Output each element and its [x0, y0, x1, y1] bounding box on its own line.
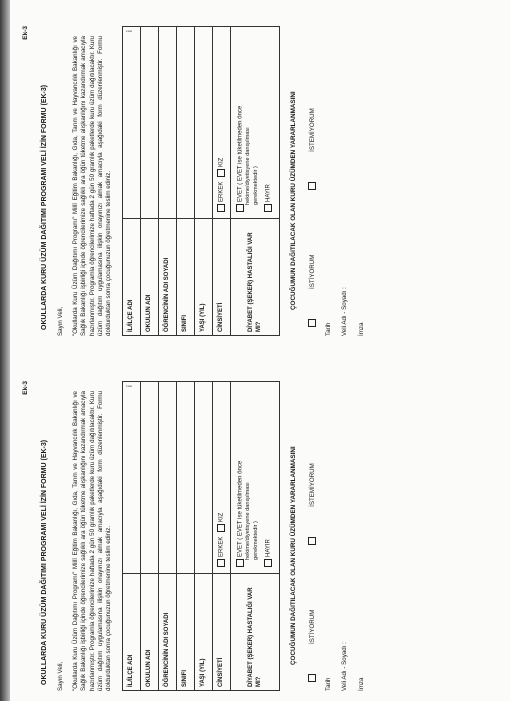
ek-label: Ek-3 — [22, 26, 29, 40]
greeting: Sayın Veli, — [57, 661, 65, 691]
veli-label: Veli Adı - Soyadı : — [341, 642, 349, 691]
istiyorum-label: İSTİYORUM — [308, 609, 316, 644]
ogrenci-label: ÖĞRENCİNİN ADI SOYADI — [158, 219, 176, 336]
table-row — [212, 382, 230, 691]
sinif-field[interactable] — [176, 382, 194, 574]
il-ilce-field[interactable] — [122, 382, 140, 574]
evet-sub-1: hekime/diyetisyene danışılması — [245, 482, 252, 560]
evet-sub-2: gerekmektedir ) — [252, 166, 259, 205]
ogrenci-field[interactable] — [158, 27, 176, 219]
evet-label: EVET ( EVET ise tüketilmeden önce — [237, 105, 244, 202]
il-ilce-label: İL/İLÇE ADI — [122, 219, 140, 336]
okul-field[interactable] — [140, 382, 158, 574]
consent-choices — [308, 375, 317, 685]
scan-edge — [0, 0, 10, 701]
ogrenci-field[interactable] — [158, 382, 176, 574]
ogrenci-label: ÖĞRENCİNİN ADI SOYADI — [158, 574, 176, 691]
okul-label: OKULUN ADI — [140, 574, 158, 691]
table-row — [176, 27, 194, 336]
il-ilce-field[interactable] — [122, 27, 140, 219]
erkek-label: ERKEK — [218, 536, 225, 557]
erkek-checkbox[interactable] — [217, 559, 225, 567]
diyabet-field — [230, 382, 279, 574]
pen-mark: ⅰ — [124, 385, 134, 388]
evet-sub-1: hekime/diyetisyene danışılması — [245, 127, 252, 205]
evet-sub-2: gerekmektedir ) — [252, 521, 259, 560]
table-row — [176, 382, 194, 691]
yas-field[interactable] — [194, 27, 212, 219]
form-title: OKULLARDA KURU ÜZÜM DAĞITIMI PROGRAMI VELİ İZİN FORMU (EK-3) — [41, 84, 48, 330]
kiz-checkbox[interactable] — [217, 169, 225, 177]
imza-label: İmza — [357, 322, 365, 336]
yas-field[interactable] — [194, 382, 212, 574]
istiyorum-checkbox[interactable] — [308, 674, 316, 682]
hayir-label: HAYIR — [265, 539, 272, 557]
table-row — [122, 382, 140, 691]
istemiyorum-checkbox[interactable] — [308, 182, 316, 190]
hayir-checkbox[interactable] — [264, 559, 272, 567]
ek-label: Ek-3 — [22, 381, 29, 395]
veli-label: Veli Adı - Soyadı : — [341, 287, 349, 336]
istiyorum-checkbox[interactable] — [308, 319, 316, 327]
table-row — [122, 27, 140, 336]
table-row — [194, 382, 212, 691]
okul-label: OKULUN ADI — [140, 219, 158, 336]
table-row — [140, 382, 158, 691]
cinsiyet-label: CİNSİYETİ — [212, 219, 230, 336]
sinif-field[interactable] — [176, 27, 194, 219]
istemiyorum-checkbox[interactable] — [308, 537, 316, 545]
section-title: ÇOCUĞUMUN DAĞITILACAK OLAN KURU ÜZÜMDEN YARARLANMASINI — [289, 446, 297, 665]
table-row — [230, 382, 279, 691]
istemiyorum-label: İSTEMİYORUM — [308, 108, 316, 152]
kiz-label: KIZ — [218, 512, 225, 522]
tarih-label: Tarih — [325, 677, 333, 691]
diyabet-label: DİYABET (ŞEKER) HASTALIĞI VAR MI? — [230, 574, 279, 691]
form-title: OKULLARDA KURU ÜZÜM DAĞITIMI PROGRAMI VELİ İZİN FORMU (EK-3) — [41, 439, 48, 685]
table-row — [158, 27, 176, 336]
info-table — [122, 26, 280, 336]
intro-paragraph: "Okullarda Kuru Üzüm Dağıtımı Programı" Millî Eğitim Bakanlığı, Gıda, Tarım ve Hayvancılık Bakanlığı ve Sağlık Bakanlığı işbirliği içinde öğrencilerimize sağlıklı ara öğün tüketme alışkanlığını kazandırmak amacıyla hazırlanmıştır. Programla öğrencilerimize haftada 2 gün 50 gramlık paketlerde kuru üzüm dağıtılacaktır. Kuru üzüm dağıtım uygulamasına ilişkin onayınızı almak amacıyla aşağıdaki form düzenlenmiştir. Formu doldurduktan sonra çocuğunuzun öğretmenine teslim ediniz. — [71, 36, 113, 336]
consent-choices — [308, 20, 317, 330]
permission-form-copy-1 — [22, 375, 470, 695]
greeting: Sayın Veli, — [57, 306, 65, 336]
table-row — [230, 27, 279, 336]
pen-mark: ⅰ — [124, 30, 134, 33]
evet-checkbox[interactable] — [236, 204, 244, 212]
hayir-checkbox[interactable] — [264, 204, 272, 212]
intro-paragraph: "Okullarda Kuru Üzüm Dağıtımı Programı" Millî Eğitim Bakanlığı, Gıda, Tarım ve Hayvancılık Bakanlığı ve Sağlık Bakanlığı işbirliği içinde öğrencilerimize sağlıklı ara öğün tüketme alışkanlığını kazandırmak amacıyla hazırlanmıştır. Programla öğrencilerimize haftada 2 gün 50 gramlık paketlerde kuru üzüm dağıtılacaktır. Kuru üzüm dağıtım uygulamasına ilişkin onayınızı almak amacıyla aşağıdaki form düzenlenmiştir. Formu doldurduktan sonra çocuğunuzun öğretmenine teslim ediniz. — [71, 391, 113, 691]
imza-label: İmza — [357, 677, 365, 691]
permission-form-copy-2 — [22, 20, 470, 340]
table-row — [158, 382, 176, 691]
yas-label: YAŞI (YIL) — [194, 574, 212, 691]
diyabet-label: DİYABET (ŞEKER) HASTALIĞI VAR MI? — [230, 219, 279, 336]
okul-field[interactable] — [140, 27, 158, 219]
evet-label: EVET ( EVET ise tüketilmeden önce — [237, 460, 244, 557]
sinif-label: SINIFI — [176, 219, 194, 336]
cinsiyet-field — [212, 382, 230, 574]
sinif-label: SINIFI — [176, 574, 194, 691]
cinsiyet-label: CİNSİYETİ — [212, 574, 230, 691]
evet-checkbox[interactable] — [236, 559, 244, 567]
istiyorum-label: İSTİYORUM — [308, 254, 316, 289]
table-row — [194, 27, 212, 336]
diyabet-field — [230, 27, 279, 219]
istemiyorum-label: İSTEMİYORUM — [308, 463, 316, 507]
table-row — [212, 27, 230, 336]
erkek-label: ERKEK — [218, 181, 225, 202]
info-table — [122, 381, 280, 691]
tarih-label: Tarih — [325, 322, 333, 336]
hayir-label: HAYIR — [265, 184, 272, 202]
kiz-label: KIZ — [218, 157, 225, 167]
il-ilce-label: İL/İLÇE ADI — [122, 574, 140, 691]
section-title: ÇOCUĞUMUN DAĞITILACAK OLAN KURU ÜZÜMDEN YARARLANMASINI — [289, 91, 297, 310]
erkek-checkbox[interactable] — [217, 204, 225, 212]
cinsiyet-field — [212, 27, 230, 219]
yas-label: YAŞI (YIL) — [194, 219, 212, 336]
kiz-checkbox[interactable] — [217, 524, 225, 532]
table-row — [140, 27, 158, 336]
